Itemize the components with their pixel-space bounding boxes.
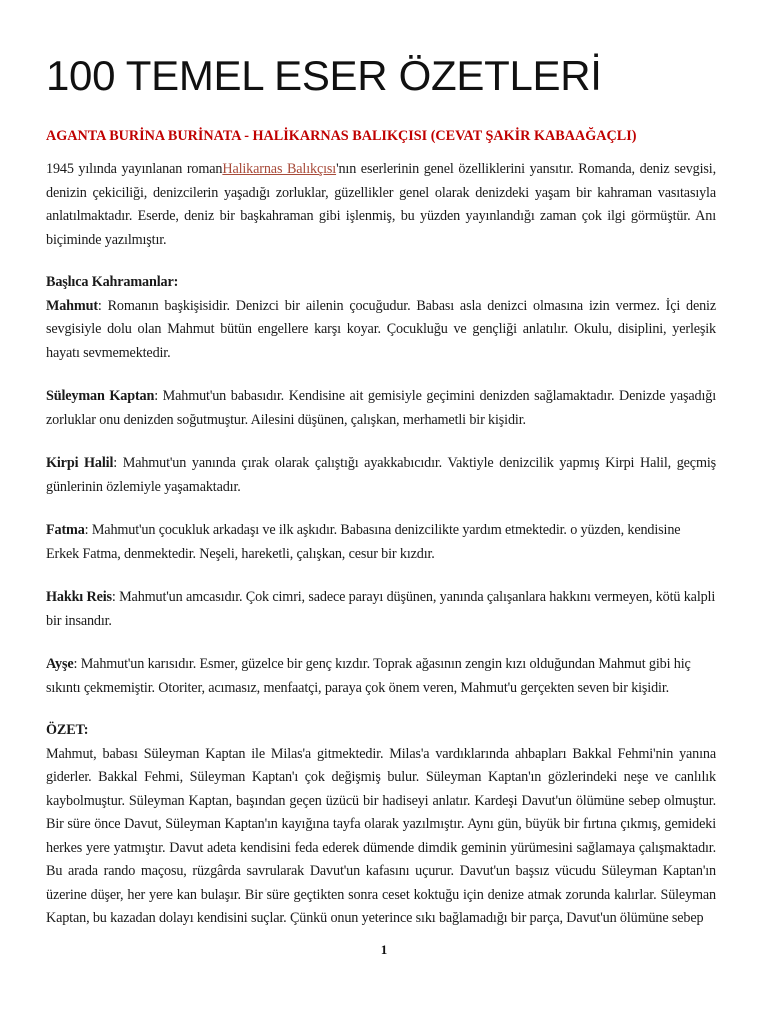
intro-text-start: 1945 yılında yayınlanan roman xyxy=(46,161,223,177)
character-description: : Mahmut'un yanında çırak olarak çalıştığı ayakkabıcıdır. Vaktiyle denizcilik yapmış Kirpi Halil, geçmiş günlerinin özlemiyle yaşamaktadır. xyxy=(46,455,716,495)
summary-heading: ÖZET: xyxy=(46,722,89,738)
character-name: Süleyman Kaptan xyxy=(46,388,155,404)
character-entry xyxy=(46,452,716,499)
characters-heading: Başlıca Kahramanlar: xyxy=(46,274,179,290)
work-title: AGANTA BURİNA BURİNATA - HALİKARNAS BALIKÇISI (CEVAT ŞAKİR KABAAĞAÇLI) xyxy=(46,128,637,144)
intro-text-rest: 'nın eserlerinin genel özelliklerini yansıtır. Romanda, deniz sevgisi, denizin çekiciliği, denizcilerin yaşadığı zorluklar, güzellikler genel olarak denizdeki yaşam bir kahraman vasıtasıyla anlatılmaktadır. Eserde, deniz bir başkahraman gibi işlenmiş, bu yüzden yayınlandığı zaman çok ilgi görmüştür. Anı biçiminde yazılmıştır. xyxy=(46,161,716,248)
character-description: : Mahmut'un babasıdır. Kendisine ait gemisiyle geçimini denizden sağlamaktadır. Denizde yaşadığı zorluklar onu denizden soğutmuştur. Ailesini düşünen, çalışkan, merhametli bir kişidir. xyxy=(46,388,716,428)
intro-paragraph xyxy=(46,158,716,252)
character-name: Mahmut xyxy=(46,297,98,314)
character-name: Kirpi Halil xyxy=(46,455,114,471)
character-description: : Mahmut'un amcasıdır. Çok cimri, sadece parayı düşünen, yanında çalışanlara hakkını vermeyen, kötü kalpli bir insandır. xyxy=(46,589,716,629)
character-name: Ayşe xyxy=(46,656,74,672)
character-description: : Romanın başkişisidir. Denizci bir ailenin çocuğudur. Babası asla denizci olmasına izin vermez. İçi deniz sevgisiyle dolu olan Mahmut bütün engellere karşı koyar. Çocukluğu ve gençliği anlatılır. Okulu, disiplini, yerleşik hayatı sevmemektedir. xyxy=(46,297,716,361)
page-number: 1 xyxy=(380,942,388,957)
character-name: Fatma xyxy=(46,522,85,538)
document-title: 100 TEMEL ESER ÖZETLERİ xyxy=(46,52,602,99)
document-body xyxy=(46,124,716,931)
author-link[interactable]: Halikarnas Balıkçısı xyxy=(222,161,337,177)
character-entry xyxy=(46,653,716,700)
character-entry xyxy=(46,295,716,366)
summary-paragraph: Mahmut, babası Süleyman Kaptan ile Milas'a gitmektedir. Milas'a vardıklarında ahbapları Bakkal Fehmi'nin yanına giderler. Bakkal Fehmi, Süleyman Kaptan'ı çok değişmiş bulur. Süleyman Kaptan'ın gözlerindeki neşe ve canlılık kaybolmuştur. Süleyman Kaptan, başından geçen üzücü bir hadiseyi anlatır. Kardeşi Davut'un ölümüne sebep olmuştur. Bir süre önce Davut, Süleyman Kaptan'ın kayığına tayfa olarak yazılmıştır. Aynı gün, büyük bir fırtına çıkmış, gemideki herkes yere yatmıştır. Davut adeta kendisini feda ederek dümende dimdik geminin yürümesini sağlamaya çalışmaktadır. Bu arada rando maçosu, rüzgârda savrularak Davut'un kafasını uçurur. Davut'un başsız vücudu Süleyman Kaptan'ın üzerine düşer, her yere kan bulaşır. Bir süre geçtikten sonra ceset koktuğu için denize atmak zorunda kalırlar. Süleyman Kaptan, bu kazadan dolayı kendisini suçlar. Çünkü onun yeterince sıkı bağlamadığı bir parça, Davut'un ölümüne sebep xyxy=(46,745,716,926)
character-description: : Mahmut'un çocukluk arkadaşı ve ilk aşkıdır. Babasına denizcilikte yardım etmektedir. o yüzden, kendisine Erkek Fatma, denmektedir. Neşeli, hareketli, çalışkan, cesur bir kızdır. xyxy=(46,522,681,562)
character-entry xyxy=(46,586,716,633)
character-description: : Mahmut'un karısıdır. Esmer, güzelce bir genç kızdır. Toprak ağasının zengin kızı olduğundan Mahmut gibi hiç sıkıntı çekmemiştir. Otoriter, acımasız, menfaatçi, paraya çok önem veren, Mahmut'u gerçekten seven bir kişidir. xyxy=(46,656,691,696)
character-entry xyxy=(46,385,716,432)
character-entry xyxy=(46,519,716,566)
character-name: Hakkı Reis xyxy=(46,589,112,605)
